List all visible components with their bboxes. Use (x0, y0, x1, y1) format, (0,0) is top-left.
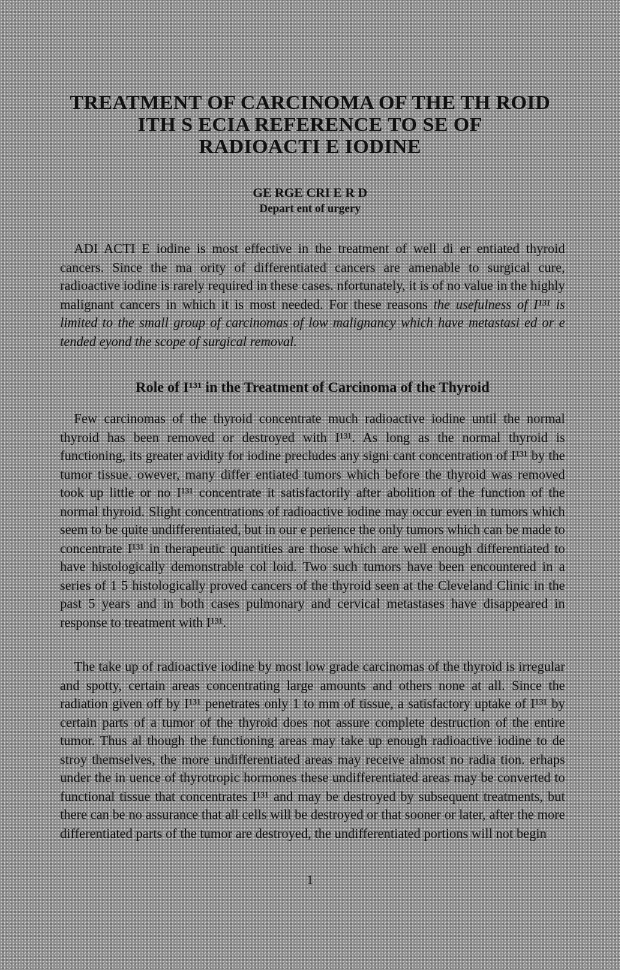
title-line-1: TREATMENT OF CARCINOMA OF THE TH ROID (69, 92, 551, 114)
title-line-2: ITH S ECIA REFERENCE TO SE OF (137, 114, 483, 136)
intro-paragraph (60, 240, 565, 351)
body-paragraph-1: Few carcinomas of the thyroid concentrate much radioactive iodine until the normal thyroid has been removed or destroyed with I¹³¹. As long as the normal thyroid is functioning, its greater avidity for iodine precludes any signi cant concentration of I¹³¹ by the tumor tissue. owever, many differ entiated tumors which before the thyroid was removed took up little or no I¹³¹ concentrate it satisfactorily after abolition of the function of the normal thyroid. Slight concentrations of radioactive iodine may occur even in tumors which seem to be quite undifferentiated, but in our e perience the only tumors which can be made to concentrate I¹³¹ in therapeutic quantities are those which are well enough differentiated to have histologically demonstrable col loid. Two such tumors have been encountered in a series of 1 5 histologically proved cancers of the thyroid seen at the Cleveland Clinic in the past 5 years and in both cases pulmonary and cervical metastases have disappeared in response to treatment with I¹³¹. (60, 411, 565, 630)
intro-text: ADI ACTI E iodine is most effective in the treatment of well di er entiated thyroid cancers. Since the ma ority of differentiated cancers are amenable to surgical cure, radioactive iodine is rarely required in these cases. nfortunately, it is of no value in the highly malignant cancers in which it is most needed. For these reasons (60, 241, 565, 312)
title-line-3: RADIOACTI E IODINE (198, 136, 422, 158)
page-number: 1 (306, 872, 314, 887)
intro-italic-text: the usefulness of I¹³¹ is limited to the small group of carcinomas of low malignancy which have metastasi ed or e tended eyond the scope of surgical removal. (60, 296, 565, 349)
author-name: GE RGE CRI E R D (252, 185, 368, 200)
article-title (40, 92, 580, 158)
department: Depart ent of urgery (259, 203, 361, 215)
byline (0, 184, 620, 218)
body-paragraph-2: The take up of radioactive iodine by most low grade carcinomas of the thyroid is irregular and spotty, certain areas concentrating large amounts and others none at all. Since the radiation given off by I¹³¹ penetrates only 1 to mm of tissue, a satisfactory uptake of I¹³¹ by certain parts of a tumor of the thyroid does not assure complete destruction of the entire tumor. Thus al though the functioning areas may take up enough radioactive iodine to de stroy themselves, the more undifferentiated areas may receive almost no radia tion. erhaps under the in uence of thyrotropic hormones these undifferentiated areas may be converted to functional tissue that concentrates I¹³¹ and may be destroyed by subsequent treatments, but there can be no assurance that all cells will be destroyed or that sooner or later, after the more differentiated parts of the tumor are destroyed, the undifferentiated portions will not begin (60, 659, 565, 841)
section-heading: Role of I¹³¹ in the Treatment of Carcinoma of the Thyroid (135, 380, 490, 396)
